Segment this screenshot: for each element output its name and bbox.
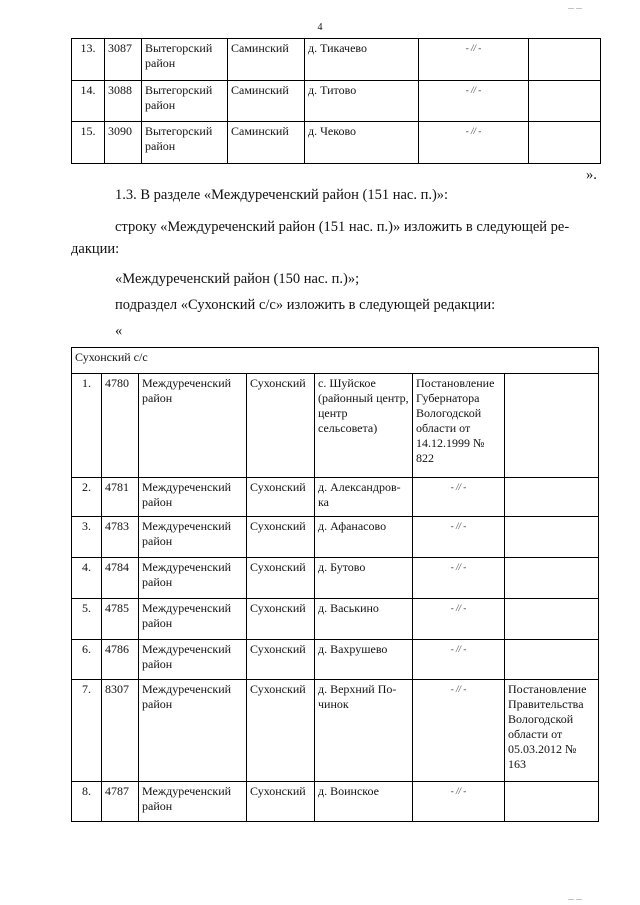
legal-basis-note (505, 478, 599, 517)
legal-basis: - // - (413, 599, 505, 640)
legal-basis: - // - (413, 782, 505, 822)
row-number: 2. (72, 478, 102, 517)
council-name: Сухонский (247, 517, 315, 558)
table-row (72, 122, 601, 164)
row-number: 3. (72, 517, 102, 558)
corner-mark-top: ... ... (568, 2, 582, 11)
legal-basis: - // - (419, 81, 529, 122)
legal-basis: - // - (419, 122, 529, 164)
paragraph-line-edit-continued: дакции: (71, 241, 120, 257)
legal-basis: - // - (413, 640, 505, 680)
row-number: 1. (72, 374, 102, 478)
district-name: Междуреченский район (139, 599, 247, 640)
paragraph-line-edit: строку «Междуреченский район (151 нас. п.)» изложить в следующей ре- (115, 219, 570, 235)
legal-basis-note (505, 374, 599, 478)
paragraph-subsection-edit: подраздел «Сухонский с/с» изложить в следующей редакции: (115, 297, 496, 313)
settlement-name: д. Афанасово (315, 517, 413, 558)
row-number: 14. (72, 81, 105, 122)
settlement-code: 4785 (102, 599, 139, 640)
settlement-code: 4784 (102, 558, 139, 599)
row-number: 5. (72, 599, 102, 640)
legal-basis-note (505, 558, 599, 599)
district-name: Междуреченский район (139, 517, 247, 558)
legal-basis: - // - (413, 517, 505, 558)
legal-basis-note (529, 81, 601, 122)
district-name: Междуреченский район (139, 558, 247, 599)
settlement-code: 4781 (102, 478, 139, 517)
row-number: 15. (72, 122, 105, 164)
table-row (72, 478, 599, 517)
table-row (72, 81, 601, 122)
table-row (72, 39, 601, 81)
settlement-code: 4787 (102, 782, 139, 822)
council-name: Сухонский (247, 640, 315, 680)
paragraph-new-name: «Междуреченский район (150 нас. п.)»; (115, 271, 360, 287)
council-name: Сухонский (247, 558, 315, 599)
council-name: Саминский (228, 81, 305, 122)
council-name: Сухонский (247, 782, 315, 822)
district-name: Вытегорский район (142, 81, 228, 122)
table1-closing-quote: ». (586, 167, 597, 183)
council-name: Сухонский (247, 478, 315, 517)
legal-basis: - // - (419, 39, 529, 81)
council-name: Сухонский (247, 599, 315, 640)
table-caption-row (72, 348, 599, 374)
corner-mark-bottom: ... ... (568, 893, 582, 902)
legal-basis-note (529, 122, 601, 164)
legal-basis: Постановление Губернатора Вологодской области от 14.12.1999 № 822 (413, 374, 505, 478)
council-name: Саминский (228, 39, 305, 81)
settlement-code: 3090 (105, 122, 142, 164)
legal-basis: - // - (413, 558, 505, 599)
table-row (72, 680, 599, 782)
legal-basis: - // - (413, 680, 505, 782)
settlement-code: 4783 (102, 517, 139, 558)
settlement-code: 4786 (102, 640, 139, 680)
settlement-name: д. Бутово (315, 558, 413, 599)
settlement-name: д. Титово (305, 81, 419, 122)
settlement-name: д. Верхний По-чинок (315, 680, 413, 782)
district-name: Междуреченский район (139, 478, 247, 517)
settlement-name: д. Чеково (305, 122, 419, 164)
settlement-code: 4780 (102, 374, 139, 478)
table-row (72, 782, 599, 822)
council-name: Сухонский (247, 374, 315, 478)
legal-basis: - // - (413, 478, 505, 517)
district-name: Вытегорский район (142, 122, 228, 164)
table-row (72, 640, 599, 680)
legal-basis-note (505, 640, 599, 680)
table-row (72, 599, 599, 640)
legal-basis-note: Постановление Правительства Вологодской области от 05.03.2012 № 163 (505, 680, 599, 782)
settlement-code: 3088 (105, 81, 142, 122)
table-row (72, 558, 599, 599)
row-number: 13. (72, 39, 105, 81)
legal-basis-note (529, 39, 601, 81)
row-number: 7. (72, 680, 102, 782)
paragraph-section-heading: 1.3. В разделе «Междуреченский район (151 нас. п.)»: (115, 187, 449, 203)
legal-basis-note (505, 599, 599, 640)
settlement-name: с. Шуйское (районный центр, центр сельсовета) (315, 374, 413, 478)
table-row (72, 517, 599, 558)
continued-table (71, 38, 601, 164)
settlement-name: д. Тикачево (305, 39, 419, 81)
district-name: Междуреченский район (139, 782, 247, 822)
row-number: 6. (72, 640, 102, 680)
legal-basis-note (505, 782, 599, 822)
settlement-name: д. Александров-ка (315, 478, 413, 517)
opening-quote: « (115, 323, 123, 339)
legal-basis-note (505, 517, 599, 558)
table-caption: Сухонский с/с (72, 348, 599, 374)
settlement-code: 8307 (102, 680, 139, 782)
table-row (72, 374, 599, 478)
district-name: Вытегорский район (142, 39, 228, 81)
district-name: Междуреченский район (139, 374, 247, 478)
settlement-name: д. Вахрушево (315, 640, 413, 680)
page-number: 4 (317, 22, 323, 33)
district-name: Междуреченский район (139, 640, 247, 680)
district-name: Междуреченский район (139, 680, 247, 782)
council-name: Сухонский (247, 680, 315, 782)
settlement-code: 3087 (105, 39, 142, 81)
settlement-name: д. Воинское (315, 782, 413, 822)
settlement-name: д. Васькино (315, 599, 413, 640)
row-number: 8. (72, 782, 102, 822)
council-name: Саминский (228, 122, 305, 164)
sukhonsky-table (71, 347, 599, 822)
row-number: 4. (72, 558, 102, 599)
